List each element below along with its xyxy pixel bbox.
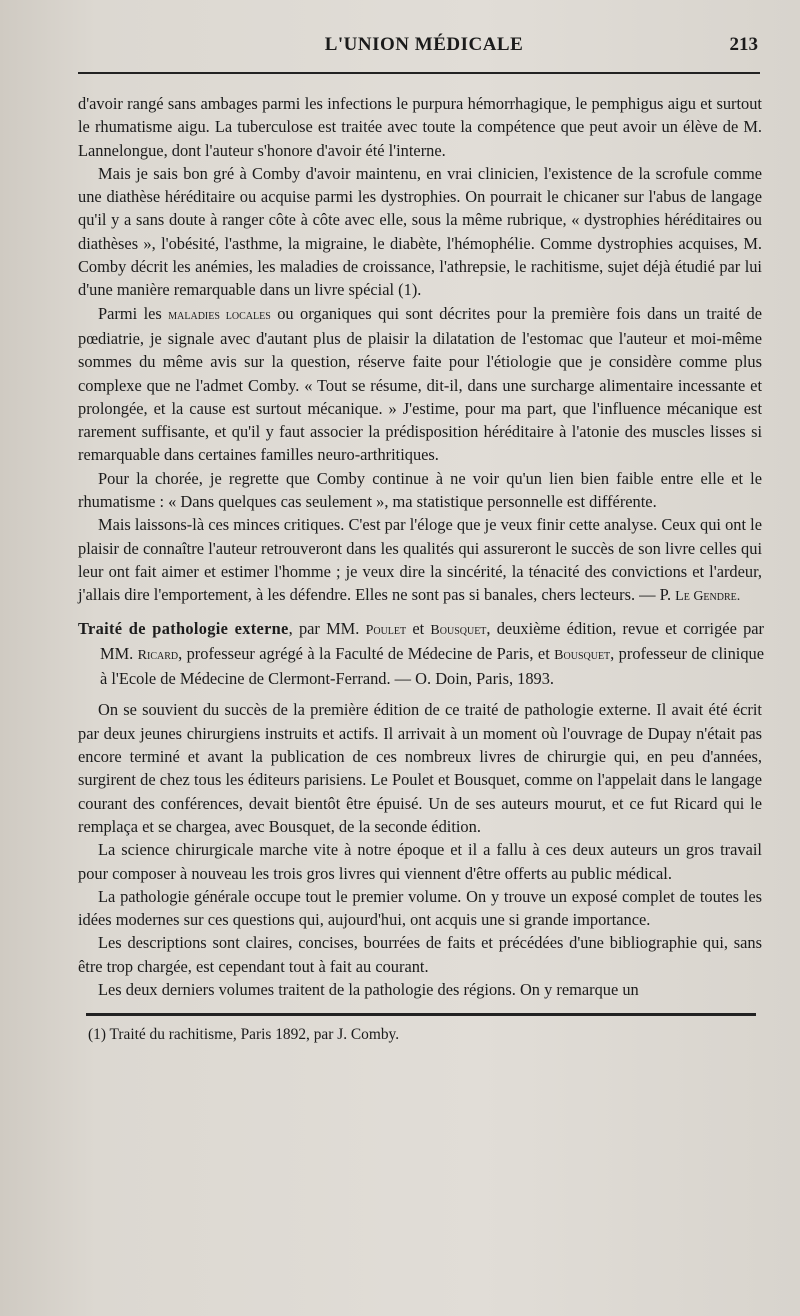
- entry-text-2: et: [406, 618, 431, 638]
- paragraph-5-text: Mais laissons-là ces minces critiques. C'est par l'éloge que je veux finir cette analyse. Ceux qui ont le plaisir de connaître l'auteur retrouveront dans les qualités qui assureront le succès de son livre celles qui leur ont fait aimer et estimer l'homme ; je veux dire la sincérité, la ténacité des convictions et l'ardeur, j'allais dire l'emportement, à les défendre. Elles ne sont pas si banales, chers lecteurs. — P.: [78, 515, 762, 605]
- journal-title: L'UNION MÉDICALE: [324, 34, 524, 55]
- paragraph-4: Pour la chorée, je regrette que Comby continue à ne voir qu'un lien bien faible entre elle et le rhumatisme : « Dans quelques cas seulement », ma statistique personnelle est différente.: [78, 468, 762, 512]
- review-body: [78, 698, 762, 1001]
- entry-text-1: , par MM.: [288, 618, 366, 638]
- footnote-rule: [86, 1013, 756, 1016]
- review-paragraph-3: La pathologie générale occupe tout le premier volume. On y trouve un exposé complet de toutes les idées modernes sur ces questions qui, aujourd'hui, ont acquis une si grande importance.: [78, 886, 762, 930]
- paragraph-3: [78, 302, 762, 467]
- entry-text-4: , professeur agrégé à la Faculté de Médecine de Paris, et: [178, 643, 555, 663]
- author-bousquet: Bousquet: [430, 622, 487, 638]
- review-paragraph-4: Les descriptions sont claires, concises, bourrées de faits et précédées d'une bibliographie qui, sans être trop chargée, est cependant tout à fait au courant.: [78, 933, 762, 976]
- header-rule: [78, 72, 760, 74]
- paragraph-3-lead: Parmi les: [98, 303, 169, 323]
- bibliographic-entry: [78, 617, 764, 691]
- review-paragraph-5: Les deux derniers volumes traitent de la pathologie des régions. On y remarque un: [98, 979, 639, 999]
- paragraph-2: Mais je sais bon gré à Comby d'avoir maintenu, en vrai clinicien, l'existence de la scrofule comme une diathèse héréditaire ou acquise parmi les dystrophies. On pourrait le chicaner sur l'abus de langage qu'il y a sans doute à ranger côte à côte avec elle, sous la même rubrique, « dystrophies héréditaires ou diathèses », l'obésité, l'asthme, la migraine, le diabète, l'hémophélie. Comme dystrophies acquises, M. Comby décrit les anémies, les maladies de croissance, l'athrepsie, le rachitisme, sujet déjà étudié par lui d'une manière remarquable dans un livre spécial (1).: [78, 163, 762, 300]
- entry-text-3: , deuxième édition, revue et corrigée par MM.: [100, 618, 764, 663]
- footnote: (1) Traité du rachitisme, Paris 1892, par J. Comby.: [88, 1026, 400, 1044]
- paragraph-3-text: ou organiques qui sont décrites pour la première fois dans un traité de pœdiatrie, je signale avec d'autant plus de plaisir la dilatation de l'estomac que l'auteur et moi-même sommes du même avis sur la question, réserve faite pour l'étiologie que je considère comme plus complexe que ne l'admet Comby. « Tout se résume, dit-il, dans une surcharge alimentaire incessante et prolongée, et la cause est surtout mécanique. » J'estime, pour ma part, que l'influence mécanique est rarement suffisante, et qu'il y faut associer la prédisposition héréditaire à l'atonie des muscles lisses si remarquable dans certaines familles neuro-arthritiques.: [78, 303, 762, 465]
- running-head: [78, 34, 770, 70]
- author-ricard: Ricard: [137, 647, 179, 663]
- author-poulet: Poulet: [365, 622, 407, 638]
- review-paragraph-2: La science chirurgicale marche vite à notre époque et il a fallu à ces deux auteurs un gros travail pour composer à nouveau les trois gros livres qui viennent d'être offerts au public médical.: [78, 840, 762, 883]
- paragraph-5: [78, 513, 762, 608]
- paragraph-1: d'avoir rangé sans ambages parmi les infections le purpura hémorrhagique, le pemphigus aigu et surtout le rhumatisme aigu. La tuberculose est traitée avec toute la compétence que peut avoir un élève de M. Lannelongue, dont l'auteur s'honore d'avoir été l'interne.: [78, 94, 762, 160]
- article-body: [78, 92, 762, 609]
- author-bousquet-2: Bousquet: [554, 647, 611, 663]
- page-number: 213: [729, 34, 758, 55]
- small-caps-term: maladies locales: [168, 307, 271, 323]
- author-signature: Le Gendre.: [675, 589, 741, 605]
- review-paragraph-1: On se souvient du succès de la première édition de ce traité de pathologie externe. Il avait été écrit par deux jeunes chirurgiens instruits et actifs. Il arrivait à un moment où l'ouvrage de Dupay n'était pas encore terminé et avant la publication de ces nombreux livres de chirurgie qui, en peu d'années, surgirent de chez tous les éditeurs parisiens. Le Poulet et Bousquet, comme on l'appelait dans le langage courant des conférences, devait bientôt être épuisé. Un de ses auteurs mourut, et ce fut Ricard qui le remplaça et se chargea, avec Bousquet, de la seconde édition.: [78, 700, 762, 836]
- entry-text-5: , professeur de clinique à l'Ecole de Médecine de Clermont-Ferrand. — O. Doin, Paris, 1893.: [100, 643, 765, 689]
- entry-title: Traité de pathologie externe: [78, 618, 289, 638]
